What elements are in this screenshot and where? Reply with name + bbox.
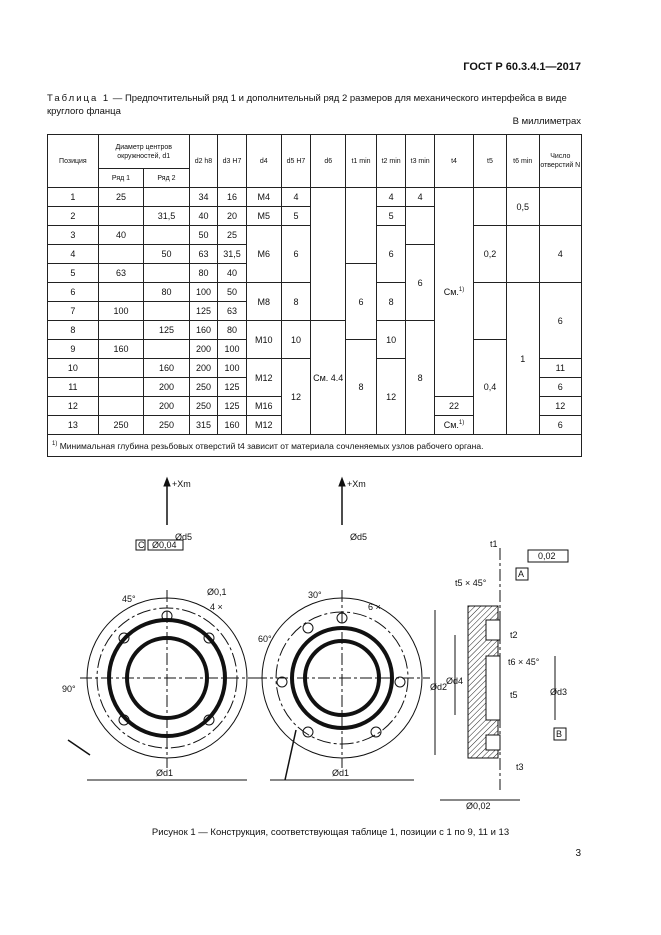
cell-d3: 25 [218, 226, 247, 245]
units-note: В миллиметрах [512, 116, 581, 127]
cell-d4: M10 [246, 321, 281, 359]
figure-caption: Рисунок 1 — Конструкция, соответствующая таблице 1, позиции с 1 по 9, 11 и 13 [151, 827, 510, 838]
cell-t5: 0,2 [474, 226, 507, 283]
cell-d5: 12 [281, 359, 311, 435]
cell-r1 [98, 245, 143, 264]
cell-d3: 50 [218, 283, 247, 302]
header-t6: t6 min [506, 135, 539, 188]
cell-d5: 8 [281, 283, 311, 321]
header-row2: Ряд 2 [144, 169, 189, 188]
cell-r1 [98, 397, 143, 416]
cell-r1: 25 [98, 188, 143, 207]
cell-pos: 3 [48, 226, 99, 245]
header-t1: t1 min [346, 135, 377, 188]
header-d5: d5 H7 [281, 135, 311, 188]
cell-d2: 250 [189, 397, 218, 416]
cell-d2: 160 [189, 321, 218, 340]
cell-t4-merged: См.$^{1)}$ [434, 188, 473, 397]
cell-d3: 40 [218, 264, 247, 283]
cell-r2: 125 [144, 321, 189, 340]
cell-t1-blank [346, 188, 377, 264]
angle-90: 90° [62, 684, 76, 694]
cell-d5: 6 [281, 226, 311, 283]
runout-tolerance: Ø0,02 [466, 801, 491, 811]
cell-r2: 200 [144, 397, 189, 416]
header-count: Число отверстий N [539, 135, 581, 188]
cell-pos: 4 [48, 245, 99, 264]
cell-n: 6 [539, 283, 581, 359]
d1-label-right: Ød1 [332, 768, 350, 778]
cell-d5: 5 [281, 207, 311, 226]
cell-r2: 250 [144, 416, 189, 435]
table-caption-text: — Предпочтительный ряд 1 и дополнительный ряд 2 размеров для механического интерфейса в виде круглого фланца [47, 93, 567, 117]
cell-r1: 100 [98, 302, 143, 321]
cell-t6-blank [506, 226, 539, 283]
cell-r2 [144, 264, 189, 283]
cell-t3: 8 [406, 321, 435, 435]
cell-r1 [98, 359, 143, 378]
cell-pos: 8 [48, 321, 99, 340]
cell-r2: 160 [144, 359, 189, 378]
datum-b: B [556, 729, 563, 739]
cell-d2: 50 [189, 226, 218, 245]
cell-t6: 0,5 [506, 188, 539, 226]
cell-n: 4 [539, 226, 581, 283]
table-footnote: $^{1)}$ Минимальная глубина резьбовых отверстий t4 зависит от материала сочленяемых узлов рабочего органа. [48, 435, 582, 457]
cell-r1: 160 [98, 340, 143, 359]
cell-t1: 8 [346, 340, 377, 435]
cell-t2: 10 [376, 321, 406, 359]
flange-drawing [0, 470, 661, 820]
t3-label: t3 [516, 762, 524, 772]
cell-r1: 250 [98, 416, 143, 435]
cell-d5: 4 [281, 188, 311, 207]
cell-n: 6 [539, 416, 581, 435]
d4-label: Ød4 [446, 676, 464, 686]
cell-r1: 40 [98, 226, 143, 245]
cell-pos: 13 [48, 416, 99, 435]
page-number: 3 [575, 848, 581, 859]
header-d3: d3 H7 [218, 135, 247, 188]
cell-d6: См. 4.4 [311, 321, 346, 435]
cell-d3: 100 [218, 340, 247, 359]
cell-d2: 200 [189, 359, 218, 378]
cell-pos: 11 [48, 378, 99, 397]
cell-pos: 10 [48, 359, 99, 378]
document-id: ГОСТ Р 60.3.4.1—2017 [463, 61, 581, 73]
cell-n-blank [539, 188, 581, 226]
cell-r1 [98, 378, 143, 397]
chamfer-label-2: t6 × 45° [508, 657, 540, 667]
cell-r2: 50 [144, 245, 189, 264]
dimensions-table [47, 134, 582, 457]
four-x-label: 4 × [210, 602, 223, 612]
cell-d2: 315 [189, 416, 218, 435]
cell-d4: M8 [246, 283, 281, 321]
cell-d4: M6 [246, 226, 281, 283]
cell-d3: 20 [218, 207, 247, 226]
cell-r2 [144, 302, 189, 321]
datum-c-left: C [138, 540, 145, 550]
cell-pos: 9 [48, 340, 99, 359]
cell-d4: M12 [246, 359, 281, 397]
cell-d3: 63 [218, 302, 247, 321]
header-t5: t5 [474, 135, 507, 188]
header-d2: d2 h8 [189, 135, 218, 188]
cell-d3: 125 [218, 397, 247, 416]
cell-t6: 1 [506, 283, 539, 435]
cell-d4: M4 [246, 188, 281, 207]
cell-d2: 80 [189, 264, 218, 283]
header-t3: t3 min [406, 135, 435, 188]
cell-t5-blank [474, 283, 507, 340]
angle-60: 60° [258, 634, 272, 644]
cell-d2: 250 [189, 378, 218, 397]
xm-label-left: +Xm [172, 479, 191, 489]
cell-t3: 6 [406, 245, 435, 321]
t5-label: t5 [510, 690, 518, 700]
cell-d2: 63 [189, 245, 218, 264]
left-flange-view [68, 478, 255, 780]
table-label: Таблица 1 [47, 93, 111, 104]
cell-t4: См.$^{1)}$ [434, 416, 473, 435]
cell-r2: 200 [144, 378, 189, 397]
t2-label: t2 [510, 630, 518, 640]
cell-d2: 100 [189, 283, 218, 302]
right-flange-view [255, 478, 430, 780]
cell-t2: 5 [376, 207, 406, 226]
cell-r2 [144, 226, 189, 245]
cell-pos: 12 [48, 397, 99, 416]
cell-d4: M16 [246, 397, 281, 416]
header-position: Позиция [48, 135, 99, 188]
cell-t1: 6 [346, 264, 377, 340]
cell-d2: 34 [189, 188, 218, 207]
cell-t5: 0,4 [474, 340, 507, 435]
cell-r1 [98, 207, 143, 226]
cell-t5-blank [474, 188, 507, 226]
datum-a: A [518, 569, 525, 579]
cell-pos: 5 [48, 264, 99, 283]
chamfer-label: t5 × 45° [455, 578, 487, 588]
d4-tolerance-left: Ø0,1 [207, 587, 227, 597]
cell-r1 [98, 321, 143, 340]
angle-45: 45° [122, 594, 136, 604]
cell-d4: M12 [246, 416, 281, 435]
cell-t2: 6 [376, 226, 406, 283]
xm-label-right: +Xm [347, 479, 366, 489]
cell-r1 [98, 283, 143, 302]
six-x-label: 6 × [368, 602, 381, 612]
cell-d5: 10 [281, 321, 311, 359]
table-caption [47, 92, 587, 118]
cell-t4: 22 [434, 397, 473, 416]
cell-t2: 12 [376, 359, 406, 435]
cell-d3: 80 [218, 321, 247, 340]
cell-d6-blank [311, 188, 346, 321]
cell-n: 11 [539, 359, 581, 378]
header-d6: d6 [311, 135, 346, 188]
cell-pos: 7 [48, 302, 99, 321]
cell-pos: 6 [48, 283, 99, 302]
cell-t2: 8 [376, 283, 406, 321]
cell-d4: M5 [246, 207, 281, 226]
cell-d2: 125 [189, 302, 218, 321]
cell-n: 6 [539, 378, 581, 397]
angle-30: 30° [308, 590, 322, 600]
header-d1: Диаметр центров окружностей, d1 [98, 135, 189, 169]
cell-n: 12 [539, 397, 581, 416]
cell-r2: 80 [144, 283, 189, 302]
d5-label-left: Ød5 [175, 532, 193, 542]
cell-pos: 2 [48, 207, 99, 226]
cell-t3: 4 [406, 188, 435, 207]
d5-label-right: Ød5 [350, 532, 368, 542]
cell-d2: 40 [189, 207, 218, 226]
d3-label: Ød3 [550, 687, 568, 697]
cell-r2 [144, 188, 189, 207]
header-t4: t4 [434, 135, 473, 188]
flatness-label: 0,02 [538, 551, 556, 561]
cell-d3: 31,5 [218, 245, 247, 264]
header-row1: Ряд 1 [98, 169, 143, 188]
cell-d2: 200 [189, 340, 218, 359]
cell-r2 [144, 340, 189, 359]
cell-pos: 1 [48, 188, 99, 207]
header-d4: d4 [246, 135, 281, 188]
cell-t3-blank [406, 207, 435, 245]
cell-r1: 63 [98, 264, 143, 283]
d1-label-left: Ød1 [156, 768, 174, 778]
cell-d3: 100 [218, 359, 247, 378]
cell-t2: 4 [376, 188, 406, 207]
cell-r2: 31,5 [144, 207, 189, 226]
d2-label: Ød2 [430, 682, 448, 692]
t1-label: t1 [490, 539, 498, 549]
cell-d3: 125 [218, 378, 247, 397]
cell-d3: 16 [218, 188, 247, 207]
tolerance-left: Ø0,04 [152, 540, 177, 550]
cell-d3: 160 [218, 416, 247, 435]
header-t2: t2 min [376, 135, 406, 188]
